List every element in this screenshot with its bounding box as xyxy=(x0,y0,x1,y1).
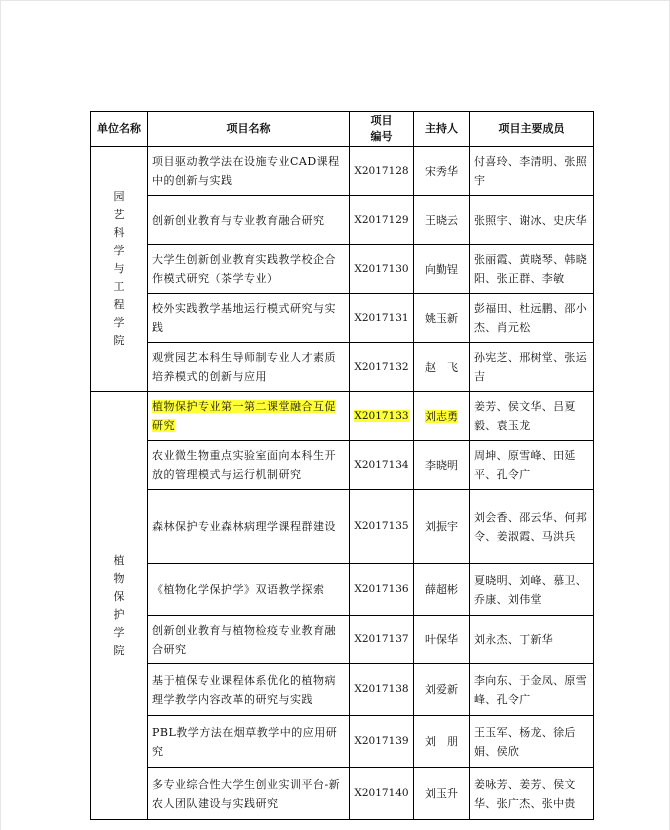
project-name-cell: 基于植保专业课程体系优化的植物病理学教学内容改革的研究与实践 xyxy=(148,664,350,716)
project-name-cell: 《植物化学保护学》双语教学探索 xyxy=(148,564,350,616)
project-code-cell: X2017135 xyxy=(350,490,414,564)
table-row xyxy=(91,294,594,343)
project-name-cell: 创新创业教育与专业教育融合研究 xyxy=(148,196,350,245)
project-code-cell: X2017137 xyxy=(350,616,414,664)
project-name-cell: PBL教学方法在烟草教学中的应用研究 xyxy=(148,716,350,768)
host-cell: 王晓云 xyxy=(414,196,470,245)
project-code-cell: X2017138 xyxy=(350,664,414,716)
project-name-cell: 创新创业教育与植物检疫专业教育融合研究 xyxy=(148,616,350,664)
host-cell xyxy=(414,392,470,441)
host-cell: 赵 飞 xyxy=(414,343,470,392)
page-border-left xyxy=(0,0,1,830)
table-row xyxy=(91,716,594,768)
project-name-cell: 大学生创新创业教育实践教学校企合作模式研究（茶学专业） xyxy=(148,245,350,294)
host-cell: 刘振宇 xyxy=(414,490,470,564)
project-code-cell: X2017136 xyxy=(350,564,414,616)
project-code-cell: X2017132 xyxy=(350,343,414,392)
members-cell: 周坤、原雪峰、田延平、孔令广 xyxy=(470,441,594,490)
unit-cell xyxy=(91,392,148,820)
table-row xyxy=(91,664,594,716)
projects-table xyxy=(90,111,594,820)
project-code-cell: X2017131 xyxy=(350,294,414,343)
highlighted-project-code: X2017133 xyxy=(354,409,409,422)
table-row xyxy=(91,343,594,392)
host-cell: 刘 朋 xyxy=(414,716,470,768)
members-cell: 王玉军、杨龙、徐后娟、侯欣 xyxy=(470,716,594,768)
header-host: 主持人 xyxy=(414,112,470,147)
table-row xyxy=(91,392,594,441)
table-row xyxy=(91,147,594,196)
header-project-name: 项目名称 xyxy=(148,112,350,147)
highlighted-host: 刘志勇 xyxy=(425,409,458,423)
table-row xyxy=(91,768,594,820)
project-name-cell xyxy=(148,392,350,441)
host-cell: 薛超彬 xyxy=(414,564,470,616)
project-code-cell: X2017129 xyxy=(350,196,414,245)
unit-cell xyxy=(91,147,148,392)
members-cell: 刘会香、邵云华、何邦令、姜淑霞、马洪兵 xyxy=(470,490,594,564)
members-cell: 孙宪芝、邢树堂、张运吉 xyxy=(470,343,594,392)
host-cell: 李晓明 xyxy=(414,441,470,490)
project-code-cell: X2017134 xyxy=(350,441,414,490)
unit-name: 园艺科学与工程学院 xyxy=(113,190,125,347)
unit-name: 植物保护学院 xyxy=(113,553,125,657)
host-cell: 刘玉升 xyxy=(414,768,470,820)
project-name-cell: 农业微生物重点实验室面向本科生开放的管理模式与运行机制研究 xyxy=(148,441,350,490)
table-row xyxy=(91,196,594,245)
header-members: 项目主要成员 xyxy=(470,112,594,147)
table-row xyxy=(91,245,594,294)
project-name-cell: 森林保护专业森林病理学课程群建设 xyxy=(148,490,350,564)
project-name-cell: 多专业综合性大学生创业实训平台-新农人团队建设与实践研究 xyxy=(148,768,350,820)
header-project-code: 项目 编号 xyxy=(350,112,414,147)
members-cell: 张丽霞、黄晓琴、韩晓阳、张正群、李敏 xyxy=(470,245,594,294)
project-code-cell: X2017139 xyxy=(350,716,414,768)
members-cell: 付喜玲、李清明、张照宇 xyxy=(470,147,594,196)
project-code-cell: X2017130 xyxy=(350,245,414,294)
members-cell: 刘永杰、丁新华 xyxy=(470,616,594,664)
members-cell: 姜芳、侯文华、吕夏毅、袁玉龙 xyxy=(470,392,594,441)
page-border-top xyxy=(0,0,670,1)
project-name-cell: 校外实践教学基地运行模式研究与实践 xyxy=(148,294,350,343)
host-cell: 宋秀华 xyxy=(414,147,470,196)
members-cell: 李向东、于金凤、原雪峰、孔令广 xyxy=(470,664,594,716)
table-row xyxy=(91,616,594,664)
header-unit: 单位名称 xyxy=(91,112,148,147)
table-row xyxy=(91,490,594,564)
project-name-cell: 观赏园艺本科生导师制专业人才素质培养模式的创新与应用 xyxy=(148,343,350,392)
table-header-row xyxy=(91,112,594,147)
host-cell: 刘爱新 xyxy=(414,664,470,716)
members-cell: 夏晓明、刘峰、慕卫、乔康、刘伟堂 xyxy=(470,564,594,616)
project-code-cell: X2017140 xyxy=(350,768,414,820)
table-row xyxy=(91,441,594,490)
project-code-cell xyxy=(350,392,414,441)
members-cell: 姜咏芳、姜芳、侯文华、张广杰、张中贵 xyxy=(470,768,594,820)
host-cell: 叶保华 xyxy=(414,616,470,664)
highlighted-project-name: 植物保护专业第一第二课堂融合互促研究 xyxy=(152,400,336,432)
members-cell: 张照宇、谢冰、史庆华 xyxy=(470,196,594,245)
members-cell: 彭福田、杜远鹏、邵小杰、肖元松 xyxy=(470,294,594,343)
project-code-cell: X2017128 xyxy=(350,147,414,196)
project-name-cell: 项目驱动教学法在设施专业CAD课程中的创新与实践 xyxy=(148,147,350,196)
host-cell: 向勤锃 xyxy=(414,245,470,294)
table-row xyxy=(91,564,594,616)
host-cell: 姚玉新 xyxy=(414,294,470,343)
